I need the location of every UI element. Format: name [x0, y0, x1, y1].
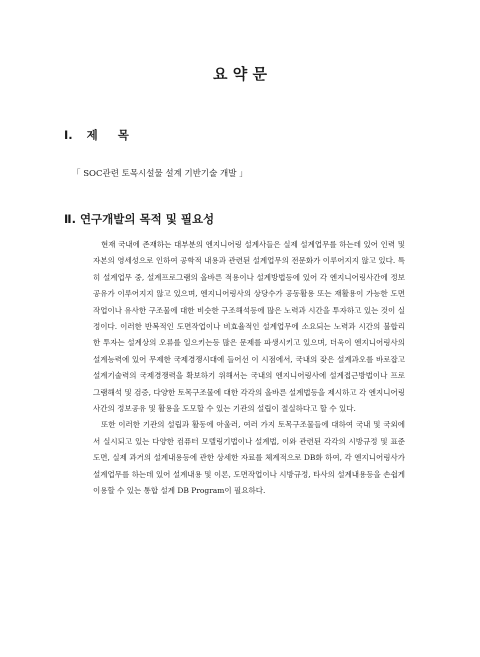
section-label: 제 목 — [86, 128, 129, 142]
section-heading-title — [64, 127, 129, 143]
page-title: 요 약 문 — [213, 65, 267, 83]
paragraph: 현재 국내에 존재하는 대부분의 엔지니어링 설계사들은 실제 설계업무를 하는데 있어 인력 및 자본의 영세성으로 인하여 공학적 내용과 관련된 설계업무의 전문화가 이루어지지 않고 있다. 특히 설계업무 중, 설계프로그램의 올바른 적용이나 설계방법등에 있어 각 엔지니어링사간에 정보공유가 이루어지지 않고 있으며, 엔지니어링사의 상당수가 공동활용 또는 재활용이 가능한 도면작업이나 유사한 구조물에 대한 비슷한 구조해석등에 많은 노력과 시간을 투자하고 있는 것이 실정이다. 이러한 반복적인 도면작업이나 비효율적인 설계업무에 소요되는 노력과 시간의 불합리한 투자는 설계상의 오류를 일으키는등 많은 문제를 파생시키고 있으며, 더욱이 엔지니어링사의 설계능력에 있어 무제한 국제경쟁시대에 들어선 이 시점에서, 국내의 잦은 설계과오를 바로잡고 설계기술력의 국제경쟁력을 확보하기 위해서는 국내의 엔지니어링사에 설계접근방법이나 프로그램해석 및 검증, 다양한 토목구조물에 대한 각각의 올바른 설계법등을 제시하고 각 엔지니어링사간의 정보공유 및 활용을 도모할 수 있는 기관의 설립이 절실하다고 할 수 있다. — [93, 240, 405, 414]
section-number: Ⅰ. — [64, 128, 73, 142]
project-subject: 「 SOC관련 토목시설물 설계 기반기술 개발 」 — [72, 169, 248, 179]
body-text — [93, 237, 405, 500]
paragraph: 또한 이러한 기관의 설립과 활동에 아울러, 여러 가지 토목구조물들에 대하여 국내 및 국외에서 실시되고 있는 다양한 컴퓨터 모델링기법이나 설계법, 이와 관련된 각각의 시방규정 및 표준도면, 실제 과거의 설계내용등에 관한 상세한 자료를 체계적으로 DB화 하여, 각 엔지니어링사가 설계업무를 하는데 있어 설계내용 및 이론, 도면작업이나 시방규정, 타사의 설계내용등을 손쉽게 이용할 수 있는 통합 설계 DB Program이 필요하다. — [93, 420, 405, 496]
section-heading-purpose: Ⅱ. 연구개발의 목적 및 필요성 — [64, 212, 215, 226]
